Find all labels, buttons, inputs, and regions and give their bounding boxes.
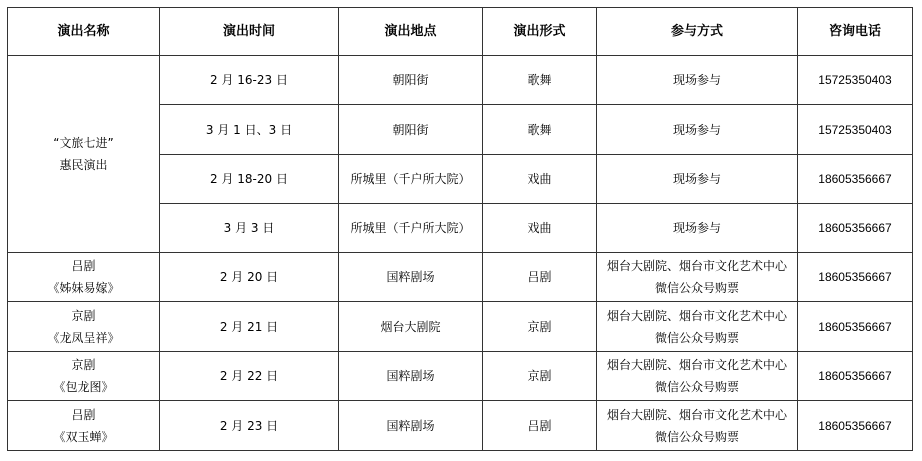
method-line2: 微信公众号购票 <box>654 281 739 295</box>
group-name-line2: 惠民演出 <box>59 158 108 172</box>
time-cell: 2 月 20 日 <box>160 253 339 302</box>
header-venue: 演出地点 <box>339 8 483 56</box>
form-cell: 吕剧 <box>483 253 597 302</box>
time-cell: 2 月 18-20 日 <box>160 155 339 204</box>
method-cell <box>597 253 798 302</box>
venue-cell: 国粹剧场 <box>339 401 483 451</box>
time-cell: 2 月 21 日 <box>160 302 339 352</box>
group-name-line1: “文旅七进” <box>53 136 114 150</box>
show-title: 《姊妹易嫁》 <box>47 281 120 295</box>
table-row <box>8 253 913 302</box>
time-cell: 3 月 3 日 <box>160 204 339 253</box>
time-cell: 3 月 1 日、3 日 <box>160 105 339 155</box>
phone-cell: 18605356667 <box>798 302 913 352</box>
show-genre: 吕剧 <box>71 259 96 273</box>
group-name-cell <box>8 56 160 253</box>
venue-cell: 国粹剧场 <box>339 352 483 401</box>
show-genre: 京剧 <box>71 308 96 323</box>
show-name-cell <box>8 253 160 302</box>
method-line2: 微信公众号购票 <box>654 380 739 394</box>
phone-cell: 18605356667 <box>798 352 913 401</box>
method-cell: 现场参与 <box>597 56 798 105</box>
table-row <box>8 56 913 105</box>
method-line1: 烟台大剧院、烟台市文化艺术中心 <box>606 259 787 273</box>
form-cell: 京剧 <box>483 352 597 401</box>
show-name-cell <box>8 352 160 401</box>
time-cell: 2 月 22 日 <box>160 352 339 401</box>
method-line1: 烟台大剧院、烟台市文化艺术中心 <box>606 358 787 372</box>
venue-cell: 所城里（千户所大院） <box>339 155 483 204</box>
method-cell: 现场参与 <box>597 204 798 253</box>
method-cell: 现场参与 <box>597 105 798 155</box>
form-cell: 歌舞 <box>483 56 597 105</box>
method-cell <box>597 302 798 352</box>
header-method: 参与方式 <box>597 8 798 56</box>
method-line2: 微信公众号购票 <box>654 330 739 345</box>
header-time: 演出时间 <box>160 8 339 56</box>
show-genre: 京剧 <box>71 358 96 372</box>
phone-cell: 15725350403 <box>798 56 913 105</box>
venue-cell: 烟台大剧院 <box>339 302 483 352</box>
time-cell: 2 月 23 日 <box>160 401 339 451</box>
venue-cell: 国粹剧场 <box>339 253 483 302</box>
venue-cell: 朝阳街 <box>339 56 483 105</box>
method-line1: 烟台大剧院、烟台市文化艺术中心 <box>606 407 787 422</box>
form-cell: 歌舞 <box>483 105 597 155</box>
show-name-cell <box>8 302 160 352</box>
form-cell: 吕剧 <box>483 401 597 451</box>
form-cell: 戏曲 <box>483 204 597 253</box>
show-title: 《包龙图》 <box>53 380 114 394</box>
time-cell: 2 月 16-23 日 <box>160 56 339 105</box>
table-row <box>8 401 913 451</box>
header-phone: 咨询电话 <box>798 8 913 56</box>
header-row <box>8 8 913 56</box>
method-line2: 微信公众号购票 <box>654 429 739 444</box>
phone-cell: 18605356667 <box>798 401 913 451</box>
venue-cell: 所城里（千户所大院） <box>339 204 483 253</box>
header-name: 演出名称 <box>8 8 160 56</box>
method-cell <box>597 352 798 401</box>
phone-cell: 15725350403 <box>798 105 913 155</box>
venue-cell: 朝阳街 <box>339 105 483 155</box>
form-cell: 京剧 <box>483 302 597 352</box>
method-cell: 现场参与 <box>597 155 798 204</box>
performance-schedule-table <box>7 7 913 451</box>
method-cell <box>597 401 798 451</box>
show-name-cell <box>8 401 160 451</box>
header-form: 演出形式 <box>483 8 597 56</box>
phone-cell: 18605356667 <box>798 204 913 253</box>
method-line1: 烟台大剧院、烟台市文化艺术中心 <box>606 308 787 323</box>
show-genre: 吕剧 <box>71 407 96 422</box>
phone-cell: 18605356667 <box>798 253 913 302</box>
table-row <box>8 352 913 401</box>
table-row <box>8 302 913 352</box>
form-cell: 戏曲 <box>483 155 597 204</box>
show-title: 《龙凤呈祥》 <box>47 330 120 345</box>
phone-cell: 18605356667 <box>798 155 913 204</box>
show-title: 《双玉蝉》 <box>53 429 114 444</box>
